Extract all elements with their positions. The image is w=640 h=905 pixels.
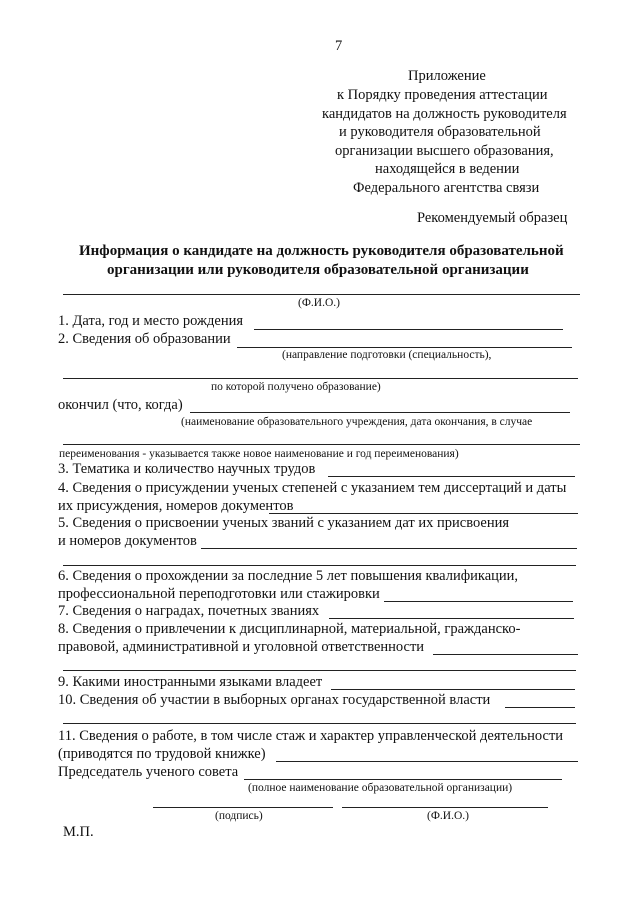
appendix-line: и руководителя образовательной (339, 124, 541, 140)
item2-caption: (направление подготовки (специальность), (282, 349, 492, 361)
item2-caption: по которой получено образование) (211, 381, 381, 393)
item8-field-2[interactable] (63, 670, 576, 671)
page-number: 7 (335, 38, 343, 54)
appendix-line: находящейся в ведении (375, 161, 520, 177)
item10-field[interactable] (505, 707, 575, 708)
appendix-line: Приложение (408, 68, 486, 84)
item9-label: 9. Какими иностранными языками владеет (58, 674, 323, 690)
chairman-label: Председатель ученого совета (58, 764, 239, 780)
item5-field-2[interactable] (63, 565, 576, 566)
title-line: Информация о кандидате на должность руководителя образовательной (79, 243, 564, 259)
item4-field[interactable] (269, 513, 578, 514)
chairman-caption: (полное наименование образовательной организации) (248, 782, 513, 794)
item8-label: правовой, административной и уголовной ответственности (58, 639, 425, 655)
title-line: организации или руководителя образовательной организации (107, 262, 529, 278)
item4-label: 4. Сведения о присуждении ученых степеней с указанием тем диссертаций и даты (58, 480, 567, 496)
item5-label: и номеров документов (58, 533, 197, 549)
item2-field-2[interactable] (63, 378, 578, 379)
fio-caption: (Ф.И.О.) (298, 297, 340, 309)
appendix-line: кандидатов на должность руководителя (322, 106, 567, 122)
item10-field-2[interactable] (63, 723, 576, 724)
finished-field-2[interactable] (63, 444, 580, 445)
finished-label: окончил (что, когда) (58, 397, 183, 413)
appendix-line: организации высшего образования, (335, 143, 554, 159)
signature-fio-field[interactable] (342, 807, 548, 808)
item10-label: 10. Сведения об участии в выборных органах государственной власти (58, 692, 491, 708)
item11-field[interactable] (276, 761, 578, 762)
item6-label: 6. Сведения о прохождении за последние 5 лет повышения квалификации, (58, 568, 519, 584)
fio-field[interactable] (63, 294, 580, 295)
item9-field[interactable] (331, 689, 575, 690)
item11-label: (приводятся по трудовой книжке) (58, 746, 266, 762)
signature-fio-caption: (Ф.И.О.) (427, 810, 469, 822)
item1-label: 1. Дата, год и место рождения (58, 313, 244, 329)
item6-field[interactable] (384, 601, 573, 602)
stamp-label: М.П. (63, 824, 94, 840)
finished-field[interactable] (190, 412, 570, 413)
item3-label: 3. Тематика и количество научных трудов (58, 461, 316, 477)
item11-label: 11. Сведения о работе, в том числе стаж и характер управленческой деятельности (58, 728, 564, 744)
signature-caption: (подпись) (215, 810, 263, 822)
item7-label: 7. Сведения о наградах, почетных званиях (58, 603, 320, 619)
appendix-line: к Порядку проведения аттестации (337, 87, 548, 103)
item3-field[interactable] (328, 476, 575, 477)
item2-label: 2. Сведения об образовании (58, 331, 231, 347)
item4-label: их присуждения, номеров документов (58, 498, 294, 514)
item8-label: 8. Сведения о привлечении к дисциплинарной, материальной, гражданско- (58, 621, 521, 637)
recommended-sample: Рекомендуемый образец (417, 210, 568, 226)
item7-field[interactable] (329, 618, 574, 619)
item8-field[interactable] (433, 654, 578, 655)
finished-caption: (наименование образовательного учреждения, дата окончания, в случае (181, 416, 533, 428)
item6-label: профессиональной переподготовки или стажировки (58, 586, 380, 602)
chairman-field[interactable] (244, 779, 562, 780)
signature-field[interactable] (153, 807, 333, 808)
item5-field[interactable] (201, 548, 577, 549)
appendix-line: Федерального агентства связи (353, 180, 540, 196)
item5-label: 5. Сведения о присвоении ученых званий с указанием дат их присвоения (58, 515, 510, 531)
finished-caption: переименования - указывается также новое наименование и год переименования) (59, 448, 459, 460)
item2-field[interactable] (237, 347, 572, 348)
item1-field[interactable] (254, 329, 563, 330)
